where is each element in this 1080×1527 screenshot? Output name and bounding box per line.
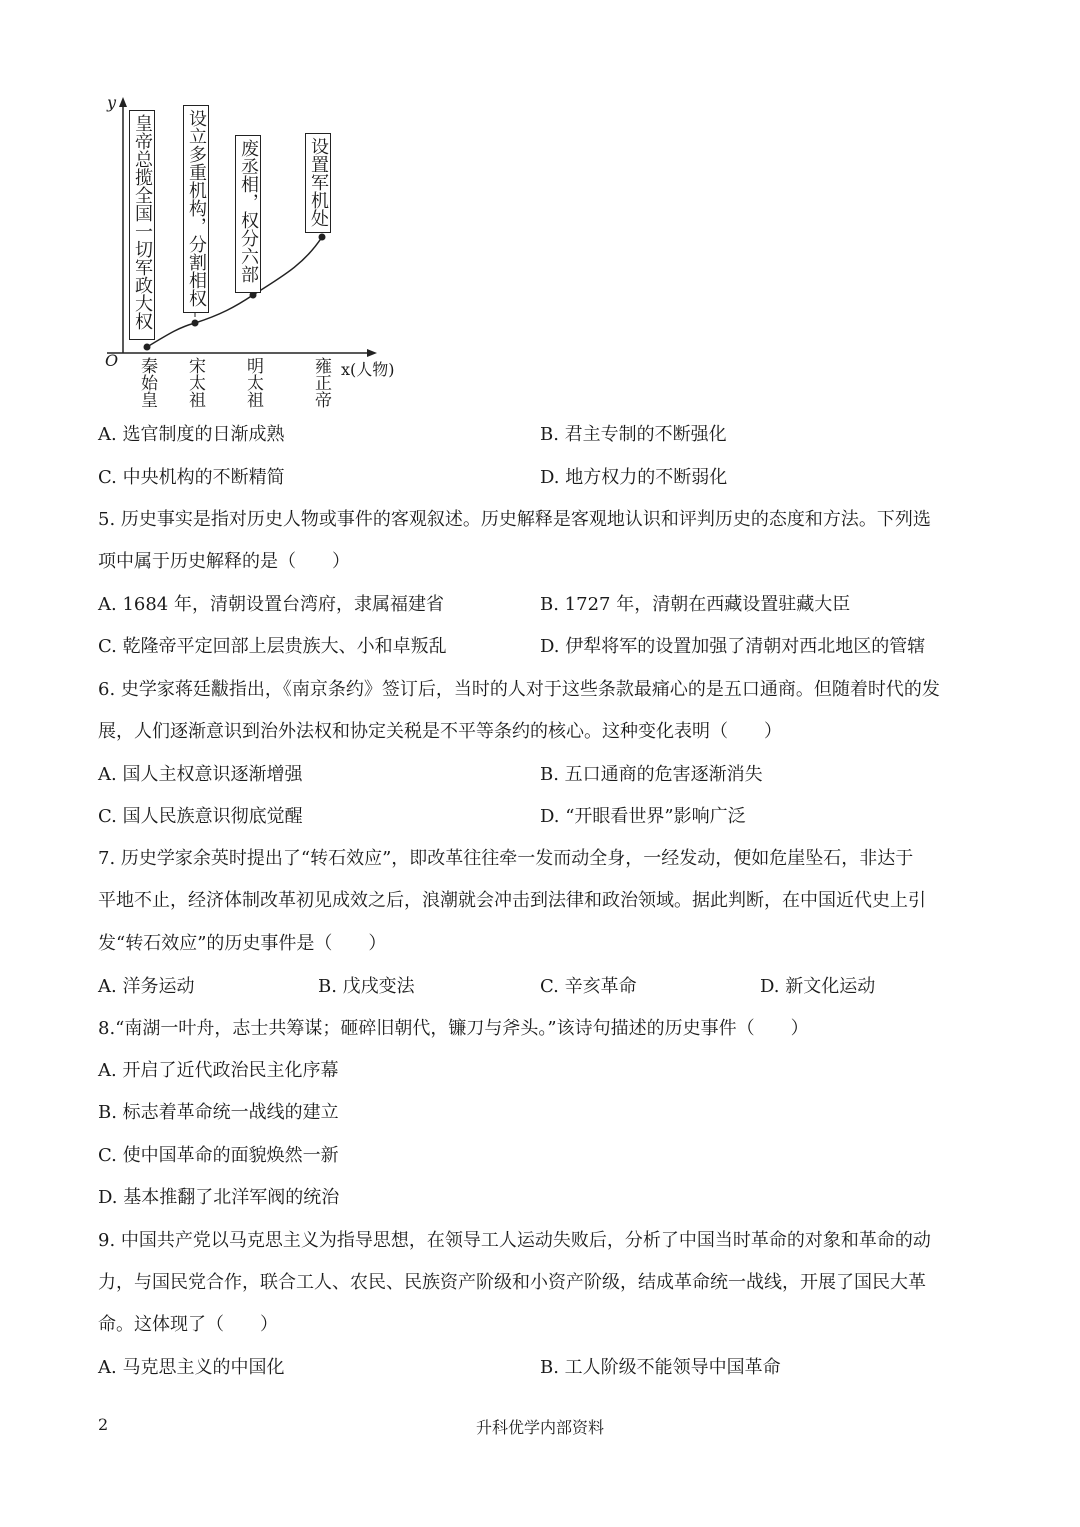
power-chart-figure xyxy=(95,95,395,415)
q7-stem-line3: 发“转石效应”的历史事件是（ ） xyxy=(98,933,387,954)
q6-option-d[interactable]: D. “开眼看世界”影响广泛 xyxy=(540,806,746,827)
q9-option-a[interactable]: A. 马克思主义的中国化 xyxy=(98,1357,285,1378)
page-number: 2 xyxy=(98,1415,109,1434)
q9-option-b[interactable]: B. 工人阶级不能领导中国革命 xyxy=(540,1357,781,1378)
person-ming: 明太祖 xyxy=(243,357,263,408)
q4-option-b[interactable]: B. 君主专制的不断强化 xyxy=(540,424,727,445)
q5-stem-line2: 项中属于历史解释的是（ ） xyxy=(98,551,350,572)
q7-option-c[interactable]: C. 辛亥革命 xyxy=(540,976,637,997)
q6-stem-line1: 6. 史学家蒋廷黻指出，《南京条约》签订后，当时的人对于这些条款最痛心的是五口通商。但随着时代的发 xyxy=(98,679,940,700)
q4-option-d[interactable]: D. 地方权力的不断弱化 xyxy=(540,467,728,488)
box-yongzheng: 设置军机处 xyxy=(305,133,331,233)
q5-option-a[interactable]: A. 1684 年，清朝设置台湾府，隶属福建省 xyxy=(98,594,444,615)
q6-option-a[interactable]: A. 国人主权意识逐渐增强 xyxy=(98,764,303,785)
q5-option-d[interactable]: D. 伊犁将军的设置加强了清朝对西北地区的管辖 xyxy=(540,636,926,657)
q7-option-a[interactable]: A. 洋务运动 xyxy=(98,976,195,997)
x-axis-label: x(人物) xyxy=(341,360,395,379)
q4-option-c[interactable]: C. 中央机构的不断精简 xyxy=(98,467,285,488)
person-yongzheng: 雍正帝 xyxy=(311,357,331,408)
origin-label: O xyxy=(105,351,119,370)
q7-stem-line1: 7. 历史学家余英时提出了“转石效应”，即改革往往牵一发而动全身，一经发动，便如危崖坠石，非达于 xyxy=(98,848,914,869)
q5-option-b[interactable]: B. 1727 年，清朝在西藏设置驻藏大臣 xyxy=(540,594,851,615)
q7-stem-line2: 平地不止，经济体制改革初见成效之后，浪潮就会冲击到法律和政治领域。据此判断，在中国近代史上引 xyxy=(98,890,926,911)
person-song: 宋太祖 xyxy=(185,357,205,408)
box-ming: 废丞相，权分六部 xyxy=(235,135,261,293)
q8-option-d[interactable]: D. 基本推翻了北洋军阀的统治 xyxy=(98,1187,340,1208)
y-axis-label: y xyxy=(107,93,117,112)
q8-option-a[interactable]: A. 开启了近代政治民主化序幕 xyxy=(98,1060,339,1081)
point-song xyxy=(192,320,199,327)
q9-stem-line3: 命。这体现了（ ） xyxy=(98,1314,278,1335)
q8-stem: 8.“南湖一叶舟，志士共筹谋；砸碎旧朝代，镰刀与斧头。”该诗句描述的历史事件（ ） xyxy=(98,1018,809,1039)
q7-option-b[interactable]: B. 戊戌变法 xyxy=(318,976,415,997)
q6-stem-line2: 展，人们逐渐意识到治外法权和协定关税是不平等条约的核心。这种变化表明（ ） xyxy=(98,721,782,742)
q8-option-c[interactable]: C. 使中国革命的面貌焕然一新 xyxy=(98,1145,339,1166)
q9-stem-line1: 9. 中国共产党以马克思主义为指导思想，在领导工人运动失败后，分析了中国当时革命的对象和革命的动 xyxy=(98,1230,931,1251)
q8-option-b[interactable]: B. 标志着革命统一战线的建立 xyxy=(98,1102,339,1123)
q5-stem-line1: 5. 历史事实是指对历史人物或事件的客观叙述。历史解释是客观地认识和评判历史的态度和方法。下列选 xyxy=(98,509,931,530)
q5-option-c[interactable]: C. 乾隆帝平定回部上层贵族大、小和卓叛乱 xyxy=(98,636,447,657)
q9-stem-line2: 力，与国民党合作，联合工人、农民、民族资产阶级和小资产阶级，结成革命统一战线，开展了国民大革 xyxy=(98,1272,926,1293)
point-qin xyxy=(144,344,151,351)
q6-option-c[interactable]: C. 国人民族意识彻底觉醒 xyxy=(98,806,303,827)
q7-option-d[interactable]: D. 新文化运动 xyxy=(760,976,876,997)
q6-option-b[interactable]: B. 五口通商的危害逐渐消失 xyxy=(540,764,763,785)
box-qin: 皇帝总揽全国一切军政大权 xyxy=(129,110,155,340)
box-song: 设立多重机构，分割相权 xyxy=(183,105,209,313)
person-qin: 秦始皇 xyxy=(137,357,157,408)
q4-option-a[interactable]: A. 选官制度的日渐成熟 xyxy=(98,424,285,445)
point-yongzheng xyxy=(319,234,326,241)
footer-note: 升科优学内部资料 xyxy=(476,1418,605,1437)
